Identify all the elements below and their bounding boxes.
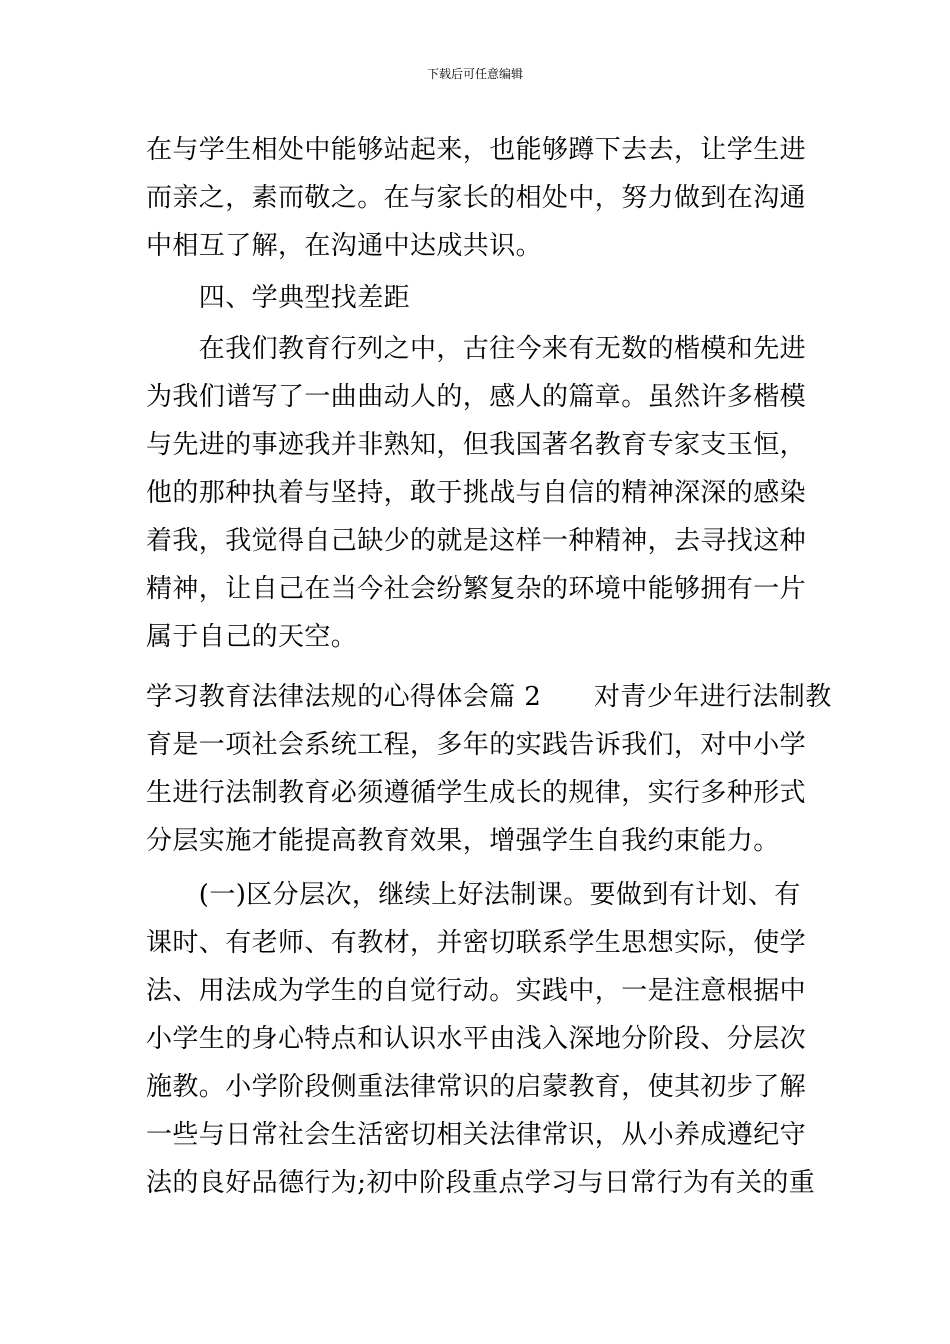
text-line: 中相互了解，在沟通中达成共识。	[146, 231, 543, 261]
text-line: 生进行法制教育必须遵循学生成长的规律，实行多种形式	[146, 778, 807, 808]
text-line: 育是一项社会系统工程，多年的实践告诉我们，对中小学	[146, 730, 807, 760]
text-line: 属于自己的天空。	[146, 622, 358, 652]
text-line: 与先进的事迹我并非熟知，但我国著名教育专家支玉恒，	[146, 430, 807, 460]
text-line: 而亲之，素而敬之。在与家长的相处中，努力做到在沟通	[146, 183, 807, 213]
article-title-line: 学习教育法律法规的心得体会篇 2 对青少年进行法制教	[146, 682, 832, 712]
page-header: 下载后可任意编辑	[426, 67, 523, 81]
text-line: 一些与日常社会生活密切相关法律常识，从小养成遵纪守	[146, 1120, 807, 1150]
text-line: 着我，我觉得自己缺少的就是这样一种精神，去寻找这种	[146, 526, 807, 556]
text-line: 小学生的身心特点和认识水平由浅入深地分阶段、分层次	[146, 1024, 807, 1054]
text-line: 法、用法成为学生的自觉行动。实践中，一是注意根据中	[146, 976, 807, 1006]
text-line: 为我们谱写了一曲曲动人的，感人的篇章。虽然许多楷模	[146, 382, 807, 412]
text-line: 施教。小学阶段侧重法律常识的启蒙教育，使其初步了解	[146, 1072, 807, 1102]
text-line: 他的那种执着与坚持，敢于挑战与自信的精神深深的感染	[146, 478, 807, 508]
text-line: 精神，让自己在当今社会纷繁复杂的环境中能够拥有一片	[146, 574, 807, 604]
text-line: (一)区分层次，继续上好法制课。要做到有计划、有	[146, 880, 801, 910]
text-line: 在与学生相处中能够站起来，也能够蹲下去去，让学生进	[146, 135, 807, 165]
text-line: 法的良好品德行为;初中阶段重点学习与日常行为有关的重	[146, 1168, 816, 1198]
section-heading: 四、学典型找差距	[146, 283, 411, 313]
text-line: 在我们教育行列之中，古往今来有无数的楷模和先进	[146, 334, 807, 364]
text-line: 分层实施才能提高教育效果，增强学生自我约束能力。	[146, 826, 780, 856]
text-line: 课时、有老师、有教材，并密切联系学生思想实际，使学	[146, 928, 807, 958]
